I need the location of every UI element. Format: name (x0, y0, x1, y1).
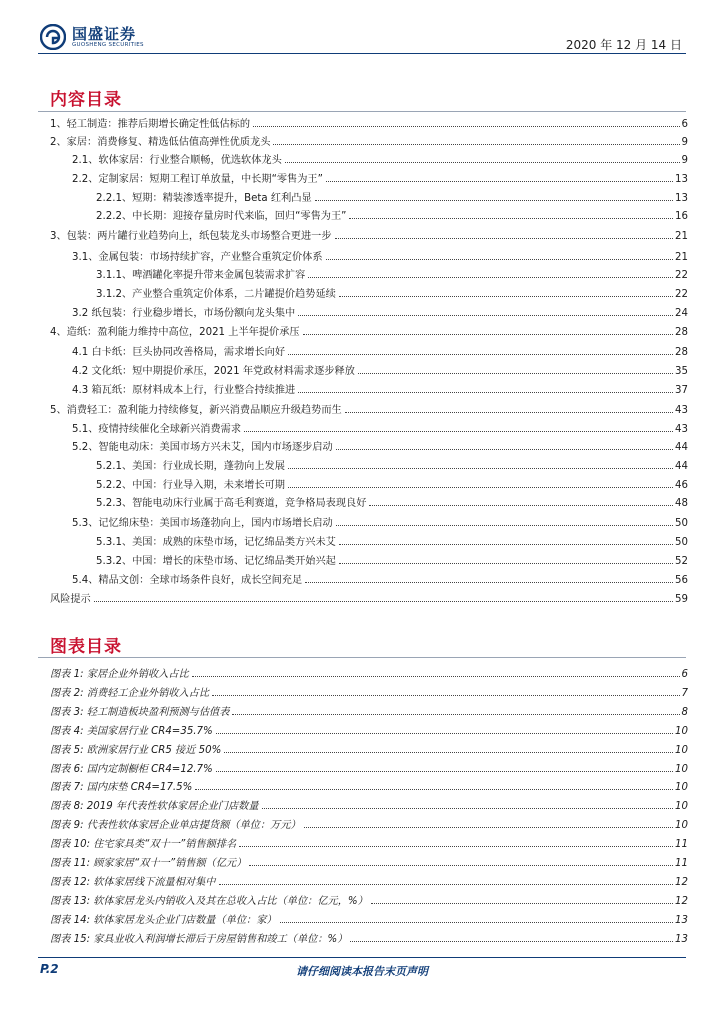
footer-divider (38, 957, 686, 958)
figure-item[interactable]: 图表 9: 代表性软体家居企业单店提货额（单位：万元） 10 (50, 820, 688, 831)
figure-item[interactable]: 图表 7: 国内床垫 CR4=17.5% 10 (50, 782, 688, 793)
toc-item[interactable]: 4.1 白卡纸：巨头协同改善格局，需求增长向好 28 (72, 347, 688, 358)
toc-item[interactable]: 2.1、软体家居：行业整合顺畅，优选软体龙头 9 (72, 155, 688, 166)
toc-item[interactable]: 2、家居：消费修复、精选低估值高弹性优质龙头 9 (50, 137, 688, 148)
figure-item[interactable]: 图表 11: 顾家家居“双十一”销售额（亿元） 11 (50, 858, 688, 869)
toc-item[interactable]: 5.3.1、美国：成熟的床垫市场，记忆绵品类方兴未艾 50 (96, 537, 688, 548)
toc-item[interactable]: 5.1、疫情持续催化全球新兴消费需求 43 (72, 424, 688, 435)
contents-title-underline (38, 111, 686, 112)
toc-item[interactable]: 5.2.3、智能电动床行业属于高毛利赛道，竞争格局表现良好 48 (96, 498, 688, 509)
figures-title: 图表目录 (50, 637, 122, 657)
toc-item[interactable]: 5.2、智能电动床：美国市场方兴未艾，国内市场逐步启动 44 (72, 442, 688, 453)
logo-chinese-name: 国盛证券 (72, 24, 137, 43)
figure-item[interactable]: 图表 4: 美国家居行业 CR4=35.7% 10 (50, 726, 688, 737)
figure-item[interactable]: 图表 2: 消费轻工企业外销收入占比 7 (50, 688, 688, 699)
figure-item[interactable]: 图表 3: 轻工制造板块盈利预测与估值表 8 (50, 707, 688, 718)
figures-title-underline (38, 657, 686, 658)
toc-item[interactable]: 4.2 文化纸：短中期提价承压，2021 年党政材料需求逐步释放 35 (72, 366, 688, 377)
page-header (0, 0, 724, 60)
toc-item[interactable]: 2.2、定制家居：短期工程订单放量，中长期“零售为王” 13 (72, 174, 688, 185)
figure-item[interactable]: 图表 8: 2019 年代表性软体家居企业门店数量 10 (50, 801, 688, 812)
company-logo (40, 22, 160, 52)
contents-title: 内容目录 (50, 90, 122, 110)
toc-item[interactable]: 4.3 箱瓦纸：原材料成本上行，行业整合持续推进 37 (72, 385, 688, 396)
toc-item[interactable]: 1、轻工制造：推荐后期增长确定性低估标的 6 (50, 119, 688, 130)
toc-item[interactable]: 5、消费轻工：盈利能力持续修复，新兴消费品顺应升级趋势而生 43 (50, 405, 688, 416)
figure-item[interactable]: 图表 5: 欧洲家居行业 CR5 接近 50% 10 (50, 745, 688, 756)
figure-item[interactable]: 图表 12: 软体家居线下流量相对集中 12 (50, 877, 688, 888)
header-divider (38, 53, 686, 54)
figure-item[interactable]: 图表 1: 家居企业外销收入占比 6 (50, 669, 688, 680)
toc-item[interactable]: 5.2.1、美国：行业成长期，蓬勃向上发展 44 (96, 461, 688, 472)
toc-item[interactable]: 3.1.1、啤酒罐化率提升带来金属包装需求扩容 22 (96, 270, 688, 281)
figure-item[interactable]: 图表 10: 住宅家具类“双十一”销售额排名 11 (50, 839, 688, 850)
figure-item[interactable]: 图表 6: 国内定制橱柜 CR4=12.7% 10 (50, 764, 688, 775)
toc-item[interactable]: 3.1.2、产业整合重筑定价体系，二片罐提价趋势延续 22 (96, 289, 688, 300)
toc-item[interactable]: 5.2.2、中国：行业导入期，未来增长可期 46 (96, 480, 688, 491)
figure-item[interactable]: 图表 13: 软体家居龙头内销收入及其在总收入占比（单位：亿元，%） 12 (50, 896, 688, 907)
toc-item[interactable]: 风险提示 59 (50, 594, 688, 605)
logo-english-name: GUOSHENG SECURITIES (72, 41, 144, 48)
toc-item[interactable]: 2.2.2、中长期：迎接存量房时代来临，回归“零售为王” 16 (96, 211, 688, 222)
toc-item[interactable]: 3、包装：两片罐行业趋势向上，纸包装龙头市场整合更进一步 21 (50, 231, 688, 242)
toc-item[interactable]: 5.4、精品文创：全球市场条件良好，成长空间充足 56 (72, 575, 688, 586)
toc-item[interactable]: 2.2.1、短期：精装渗透率提升，Beta 红利凸显 13 (96, 193, 688, 204)
toc-item[interactable]: 3.1、金属包装：市场持续扩容，产业整合重筑定价体系 21 (72, 252, 688, 263)
toc-item[interactable]: 3.2 纸包装：行业稳步增长，市场份额向龙头集中 24 (72, 308, 688, 319)
figure-item[interactable]: 图表 14: 软体家居龙头企业门店数量（单位：家） 13 (50, 915, 688, 926)
figure-item[interactable]: 图表 15: 家具业收入利润增长滞后于房屋销售和竣工（单位：%） 13 (50, 934, 688, 945)
report-date: 2020 年 12 月 14 日 (565, 38, 682, 52)
toc-item[interactable]: 5.3、记忆绵床垫：美国市场蓬勃向上，国内市场增长启动 50 (72, 518, 688, 529)
footer-disclaimer: 请仔细阅读本报告末页声明 (296, 965, 428, 978)
page-number: P.2 (40, 962, 59, 976)
toc-item[interactable]: 4、造纸：盈利能力维持中高位，2021 上半年提价承压 28 (50, 327, 688, 338)
logo-icon (40, 24, 66, 50)
toc-item[interactable]: 5.3.2、中国：增长的床垫市场、记忆绵品类开始兴起 52 (96, 556, 688, 567)
